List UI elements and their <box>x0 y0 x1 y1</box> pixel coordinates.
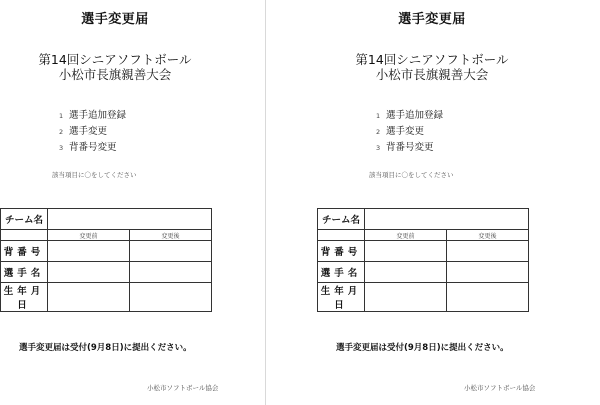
change-options <box>376 108 443 156</box>
deadline-notice: 選手変更届は受付(9月8日)に提出ください。 <box>19 343 192 353</box>
change-form-table <box>317 208 529 312</box>
before-header: 変更前 <box>365 230 447 241</box>
tournament-line1: 第14回シニアソフトボール <box>355 52 509 67</box>
form-title: 選手変更届 <box>81 12 149 27</box>
association-name: 小松市ソフトボール協会 <box>464 384 536 392</box>
after-header: 変更後 <box>130 230 212 241</box>
instruction-note: 該当項目に〇をしてください <box>52 171 137 179</box>
option-item: 1 選手追加登録 <box>59 110 127 121</box>
row-label-birthdate: 生年月日 <box>318 283 365 312</box>
option-item: 1 選手追加登録 <box>376 110 444 121</box>
option-item: 3 背番号変更 <box>376 142 434 153</box>
instruction-note: 該当項目に〇をしてください <box>369 171 454 179</box>
row-label-number: 背番号 <box>318 241 365 262</box>
change-options <box>59 108 126 156</box>
page-divider <box>265 0 266 405</box>
option-item: 2 選手変更 <box>59 126 108 137</box>
form-page-right <box>282 0 582 405</box>
tournament-line2: 小松市長旗親善大会 <box>58 67 172 82</box>
association-name: 小松市ソフトボール協会 <box>147 384 219 392</box>
row-label-number: 背番号 <box>1 241 48 262</box>
row-label-name: 選手名 <box>1 262 48 283</box>
tournament-line2: 小松市長旗親善大会 <box>375 67 489 82</box>
team-name-label: チーム名 <box>1 209 48 230</box>
before-header: 変更前 <box>48 230 130 241</box>
team-name-label: チーム名 <box>318 209 365 230</box>
deadline-notice: 選手変更届は受付(9月8日)に提出ください。 <box>336 343 509 353</box>
tournament-line1: 第14回シニアソフトボール <box>38 52 192 67</box>
tournament-name <box>282 52 582 82</box>
change-form-table <box>0 208 212 312</box>
option-item: 2 選手変更 <box>376 126 425 137</box>
team-name-cell <box>48 209 212 230</box>
after-header: 変更後 <box>447 230 529 241</box>
tournament-name <box>0 52 265 82</box>
form-title: 選手変更届 <box>398 12 466 27</box>
form-page-left <box>0 0 265 405</box>
team-name-cell <box>365 209 529 230</box>
option-item: 3 背番号変更 <box>59 142 117 153</box>
row-label-birthdate: 生年月日 <box>1 283 48 312</box>
row-label-name: 選手名 <box>318 262 365 283</box>
